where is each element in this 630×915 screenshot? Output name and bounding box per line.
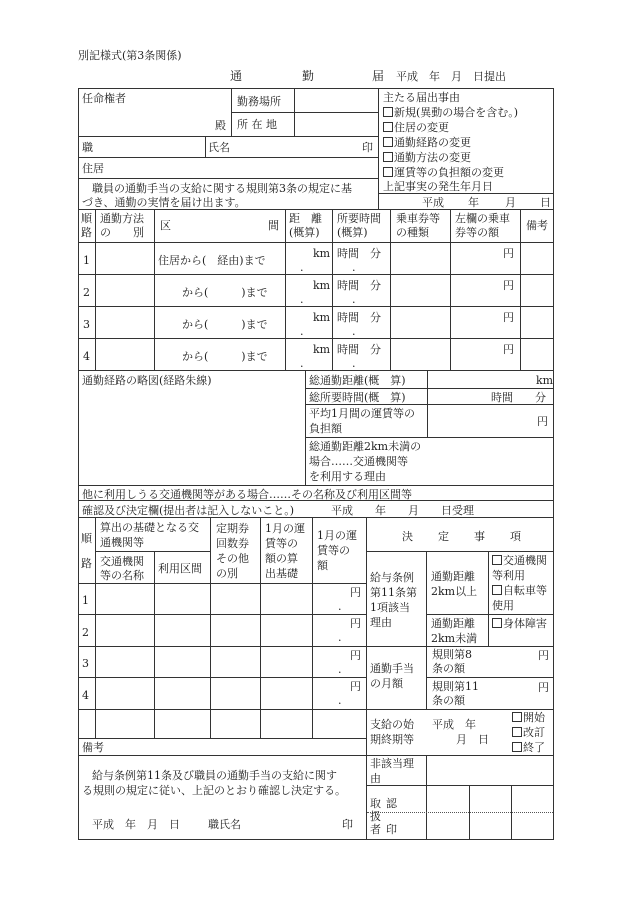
declaration-line-2: づき、通勤の実情を届け出ます。 (82, 196, 246, 209)
confirm-row-2-no: 2 (82, 626, 89, 639)
reason-new[interactable]: 新規(異動の場合を含む。) (383, 106, 518, 119)
reason-route[interactable]: 通勤経路の変更 (383, 136, 471, 149)
confirm-col-basis2-4: 出基礎 (265, 567, 298, 580)
route-col-fare-1: 左欄の乗車 (455, 212, 510, 225)
allowance-2: の月額 (370, 677, 403, 690)
workplace-label: 勤務場所 (237, 95, 281, 108)
confirm-col-basis2-3: 額の算 (265, 552, 298, 565)
title-char-3: 届 (372, 69, 385, 83)
decision-title-4: 項 (510, 530, 521, 543)
rule11-yen: 円 (538, 681, 549, 694)
name-label: 氏名 (208, 141, 230, 154)
rule8-2: 条の額 (432, 662, 465, 675)
over-2km-2: 2km以上 (431, 585, 478, 598)
confirm-row-4-dot: . (338, 694, 342, 707)
honorific: 殿 (215, 119, 226, 132)
submit-date: 平成 年 月 日提出 (396, 70, 506, 83)
confirm-col-ticket-3: その他 (216, 552, 249, 565)
confirm-col-no-2: 路 (81, 557, 92, 570)
rule11-2: 条の額 (432, 694, 465, 707)
monthly-fare-unit: 円 (537, 415, 548, 428)
occurrence-month: 月 (505, 196, 516, 209)
confirm-col-basis2-1: 1月の運 (265, 522, 305, 535)
route-row-4-no: 4 (83, 350, 90, 363)
checkbox-icon (512, 742, 522, 752)
route-row-2-yen: 円 (503, 279, 514, 292)
total-time-label: 総所要時間(概 算) (309, 391, 406, 404)
under-2km-2: 2km未満 (431, 632, 478, 645)
occurrence-label: 上記事実の発生年月日 (383, 180, 493, 193)
checkbox-icon (383, 122, 393, 132)
checkbox-icon (383, 107, 393, 117)
total-time-unit: 時間 分 (491, 391, 546, 404)
route-row-4-section: から( )まで (182, 350, 268, 363)
occurrence-day: 日 (540, 196, 551, 209)
position-label: 職 (82, 141, 93, 154)
decision-title-1: 決 (402, 530, 413, 543)
over-2km-1: 通勤距離 (431, 570, 475, 583)
route-col-time-2: (概算) (337, 226, 368, 239)
official-seal: 印 (342, 818, 353, 831)
rule8-1: 規則第8 (432, 648, 472, 661)
route-row-2-time-dot: . (352, 293, 356, 306)
confirm-row-1-no: 1 (82, 594, 89, 607)
checkbox-icon (492, 618, 502, 628)
route-col-time-1: 所要時間 (337, 212, 381, 225)
confirm-col-fare-3: 額 (317, 559, 328, 572)
route-col-remarks: 備考 (526, 219, 548, 232)
route-row-2-section: から( )まで (182, 286, 268, 299)
reason-residence[interactable]: 住居の変更 (383, 121, 449, 134)
residence-label: 住居 (82, 162, 104, 175)
total-distance-label: 総通勤距離(概 算) (309, 374, 406, 387)
confirm-col-fare-1: 1月の運 (317, 529, 357, 542)
seal-label: 印 (362, 141, 373, 154)
confirm-col-basis-2: 通機関等 (100, 536, 144, 549)
other-transport: 他に利用しうる交通機関等がある場合……その名称及び利用区間等 (82, 488, 412, 501)
confirm-text-2: る規則の規定に従い、上記のとおり確認し決定する。 (82, 784, 346, 797)
route-map-label: 通勤経路の略図(経路朱線) (82, 374, 212, 387)
route-row-3-yen: 円 (503, 311, 514, 324)
option-disability[interactable]: 身体障害 (492, 617, 547, 630)
route-row-2-no: 2 (83, 286, 90, 299)
confirm-row-2-yen: 円 (350, 617, 361, 630)
reasons-title: 主たる届出事由 (383, 91, 460, 104)
not-applicable-2: 由 (370, 772, 381, 785)
route-col-method-2: の 別 (100, 226, 144, 239)
route-row-1-km: km (313, 247, 331, 260)
route-col-distance-2: (概算) (289, 226, 320, 239)
decision-title-3: 事 (474, 530, 485, 543)
confirm-col-section: 利用区間 (158, 562, 202, 575)
article-4: 理由 (370, 616, 392, 629)
confirm-row-3-yen: 円 (350, 649, 361, 662)
official-name-label: 職氏名 (208, 818, 241, 831)
period-end[interactable]: 終了 (512, 741, 545, 754)
checkbox-icon (492, 555, 502, 565)
route-col-no-1: 順 (81, 212, 92, 225)
article-1: 給与条例 (370, 571, 414, 584)
handler-3: 者 (370, 823, 381, 836)
confirm-row-3-no: 3 (82, 657, 89, 670)
confirm-title: 確認及び決定欄(提出者は記入しないこと。) (82, 504, 295, 517)
route-col-method-1: 通勤方法 (100, 212, 144, 225)
form-label: 別記様式(第3条関係) (78, 49, 182, 62)
confirm-col-no-1: 順 (81, 532, 92, 545)
route-row-4-yen: 円 (503, 343, 514, 356)
confirm-row-2-dot: . (338, 631, 342, 644)
confirm-col-name-1: 交通機関 (100, 555, 144, 568)
title-char-1: 通 (230, 69, 243, 83)
route-row-1-no: 1 (83, 254, 90, 267)
route-row-3-section: から( )まで (182, 318, 268, 331)
article-3: 1項該当 (370, 601, 410, 614)
address-label: 所 在 地 (237, 118, 277, 131)
route-row-1-time-dot: . (352, 261, 356, 274)
occurrence-era: 平成 (422, 196, 444, 209)
period-2: 期終期等 (370, 733, 414, 746)
checkbox-icon (512, 712, 522, 722)
route-row-3-km: km (313, 311, 331, 324)
checkbox-icon (492, 585, 502, 595)
appointer-label: 任命権者 (82, 92, 126, 105)
decision-title-2: 定 (438, 530, 449, 543)
option-bicycle[interactable]: 自転車等 (492, 584, 547, 597)
checkbox-icon (383, 152, 393, 162)
option-bicycle-2: 使用 (492, 599, 514, 612)
route-col-no-2: 路 (81, 226, 92, 239)
confirm-col-basis-1: 算出の基礎となる交 (100, 521, 199, 534)
confirm-col-fare-2: 賃等の (317, 544, 350, 557)
route-row-2-time: 時間 分 (337, 279, 381, 292)
confirm-row-1-dot: . (338, 600, 342, 613)
confirm-text-1: 給与条例第11条及び職員の通勤手当の支給に関す (92, 769, 337, 782)
confirm-col-ticket-1: 定期券 (216, 522, 249, 535)
short-distance-1: 総通勤距離2km未満の (309, 440, 422, 453)
route-col-ticket-2: の種類 (396, 226, 429, 239)
route-row-3-no: 3 (83, 318, 90, 331)
route-row-3-dot: . (300, 325, 304, 338)
period-1: 支給の始 (370, 718, 414, 731)
confirm-col-ticket-4: の別 (216, 567, 238, 580)
confirm-date: 平成 年 月 日 (92, 818, 180, 831)
confirm-row-4-yen: 円 (350, 680, 361, 693)
not-applicable-1: 非該当理 (370, 757, 414, 770)
period-date-1: 平成 年 (432, 718, 476, 731)
monthly-fare-label-2: 負担額 (309, 422, 342, 435)
period-revise[interactable]: 改訂 (512, 726, 545, 739)
route-row-1-dot: . (300, 261, 304, 274)
option-transport-2: 等利用 (492, 569, 525, 582)
confirm-remarks: 備考 (82, 741, 104, 754)
declaration-line-1: 職員の通勤手当の支給に関する規則第3条の規定に基 (92, 182, 352, 195)
monthly-fare-label-1: 平均1月間の運賃等の (309, 407, 415, 420)
confirm-row-1-yen: 円 (350, 586, 361, 599)
article-2: 第11条第 (370, 586, 417, 599)
route-row-4-time-dot: . (352, 357, 356, 370)
route-row-4-dot: . (300, 357, 304, 370)
confirm-col-name-2: 等の名称 (100, 569, 144, 582)
rule8-yen: 円 (538, 649, 549, 662)
confirm-row-4-no: 4 (82, 689, 89, 702)
option-transport[interactable]: 交通機関 (492, 554, 547, 567)
checkbox-icon (383, 137, 393, 147)
received-date: 平成 年 月 日受理 (331, 504, 474, 517)
route-col-ticket-1: 乗車券等 (396, 212, 440, 225)
handler-2: 扱 (370, 810, 381, 823)
route-col-section-right: 間 (268, 219, 279, 232)
approval-1: 認 (386, 797, 397, 810)
period-date-2: 月 日 (456, 733, 489, 746)
route-row-1-section: 住居から( 経由)まで (158, 254, 266, 267)
approval-2: 印 (386, 823, 397, 836)
route-col-distance-1: 距 離 (289, 212, 322, 225)
confirm-col-basis2-2: 賃等の (265, 537, 298, 550)
total-distance-unit: km (536, 374, 554, 387)
route-col-fare-2: 券等の額 (455, 226, 499, 239)
short-distance-3: を利用する理由 (309, 470, 386, 483)
under-2km-1: 通勤距離 (431, 617, 475, 630)
route-row-1-time: 時間 分 (337, 247, 381, 260)
route-row-4-km: km (313, 343, 331, 356)
reason-fare[interactable]: 運賃等の負担額の変更 (383, 166, 504, 179)
rule11-1: 規則第11 (432, 680, 479, 693)
route-row-2-km: km (313, 279, 331, 292)
route-row-4-time: 時間 分 (337, 343, 381, 356)
route-row-3-time: 時間 分 (337, 311, 381, 324)
handler-1: 取 (370, 797, 381, 810)
checkbox-icon (383, 167, 393, 177)
route-row-2-dot: . (300, 293, 304, 306)
confirm-col-ticket-2: 回数券 (216, 537, 249, 550)
allowance-1: 通勤手当 (370, 662, 414, 675)
checkbox-icon (512, 727, 522, 737)
route-row-1-yen: 円 (503, 247, 514, 260)
reason-method[interactable]: 通勤方法の変更 (383, 151, 471, 164)
confirm-row-3-dot: . (338, 663, 342, 676)
period-start[interactable]: 開始 (512, 711, 545, 724)
route-col-section-left: 区 (160, 219, 171, 232)
short-distance-2: 場合……交通機関等 (309, 455, 408, 468)
title-char-2: 勤 (302, 69, 315, 83)
occurrence-year: 年 (468, 196, 479, 209)
route-row-3-time-dot: . (352, 325, 356, 338)
